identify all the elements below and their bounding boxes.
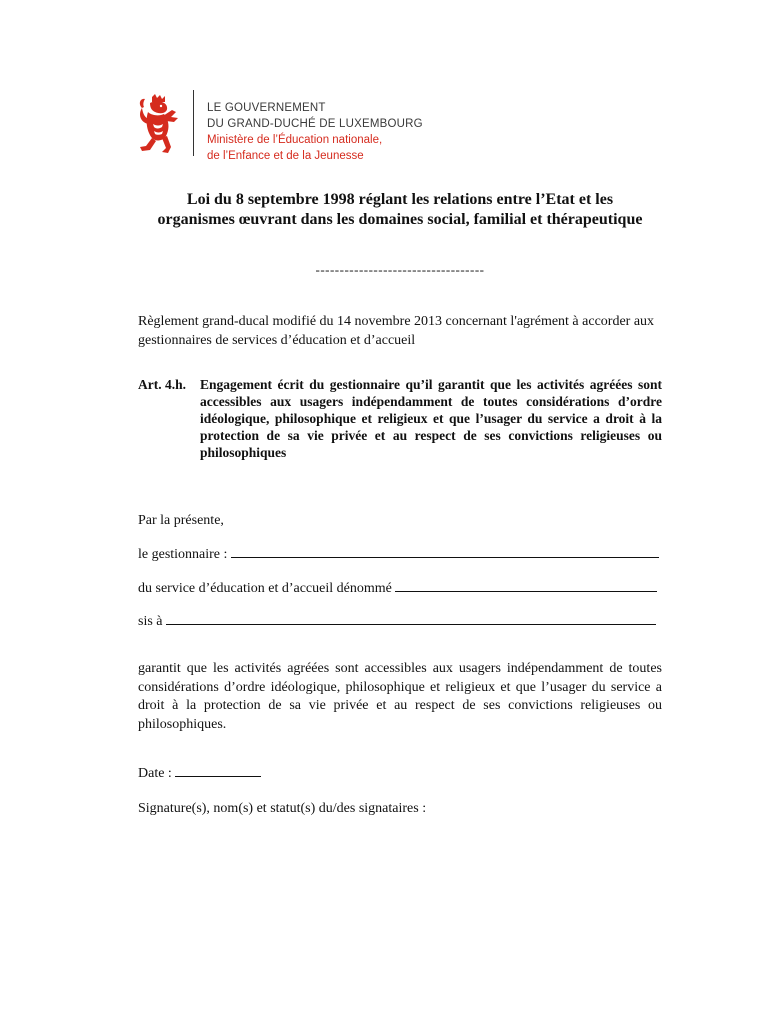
document-title	[100, 190, 700, 230]
article-block	[138, 376, 662, 461]
sis-label: sis à	[138, 614, 163, 629]
service-name-field[interactable]	[395, 579, 657, 592]
address-field[interactable]	[166, 612, 656, 625]
title-line-1: Loi du 8 septembre 1998 réglant les relations entre l’Etat et les	[186, 191, 614, 208]
date-label: Date :	[138, 766, 172, 781]
intro-text: Par la présente,	[138, 513, 224, 528]
service-label: du service d’éducation et d’accueil dénommé	[138, 581, 392, 596]
sis-row	[138, 612, 662, 631]
gestionnaire-label: le gestionnaire :	[138, 547, 228, 562]
gov-line-1: LE GOUVERNEMENT	[207, 102, 326, 114]
date-field[interactable]	[175, 764, 261, 777]
signature-label: Signature(s), nom(s) et statut(s) du/des signataires :	[138, 801, 427, 816]
service-row	[138, 579, 662, 598]
guarantee-paragraph: garantit que les activités agréées sont accessibles aux usagers indépendamment de toutes considérations d’ordre idéologique, philosophique et religieux et que l’usager du service a droit à la protection de sa vie privée et au respect de ses convictions religieuses ou philosophiques.	[138, 661, 662, 732]
regulation-text: Règlement grand-ducal modifié du 14 novembre 2013 concernant l'agrément à accorder aux gestionnaires de services d’éducation et d’accueil	[138, 314, 655, 348]
government-header	[207, 100, 423, 164]
article-number: Art. 4.h.	[138, 377, 186, 392]
red-lion-icon	[136, 94, 184, 156]
gov-line-2: DU GRAND-DUCHÉ DE LUXEMBOURG	[207, 118, 423, 130]
title-line-2: organismes œuvrant dans les domaines social, familial et thérapeutique	[157, 211, 643, 228]
article-text: Engagement écrit du gestionnaire qu’il garantit que les activités agréées sont accessibles aux usagers indépendamment de toutes considérations d’ordre idéologique, philosophique et religieux et que l’usager du service a droit à la protection de sa vie privée et au respect de ses convictions religieuses ou philosophiques	[200, 377, 662, 460]
header-divider	[193, 90, 194, 156]
separator: -----------------------------------	[315, 262, 485, 277]
ministry-line-1: Ministère de l’Éducation nationale,	[207, 134, 383, 146]
gestionnaire-row	[138, 545, 662, 564]
gestionnaire-field[interactable]	[231, 545, 659, 558]
ministry-line-2: de l’Enfance et de la Jeunesse	[207, 150, 364, 162]
date-row	[138, 764, 662, 783]
